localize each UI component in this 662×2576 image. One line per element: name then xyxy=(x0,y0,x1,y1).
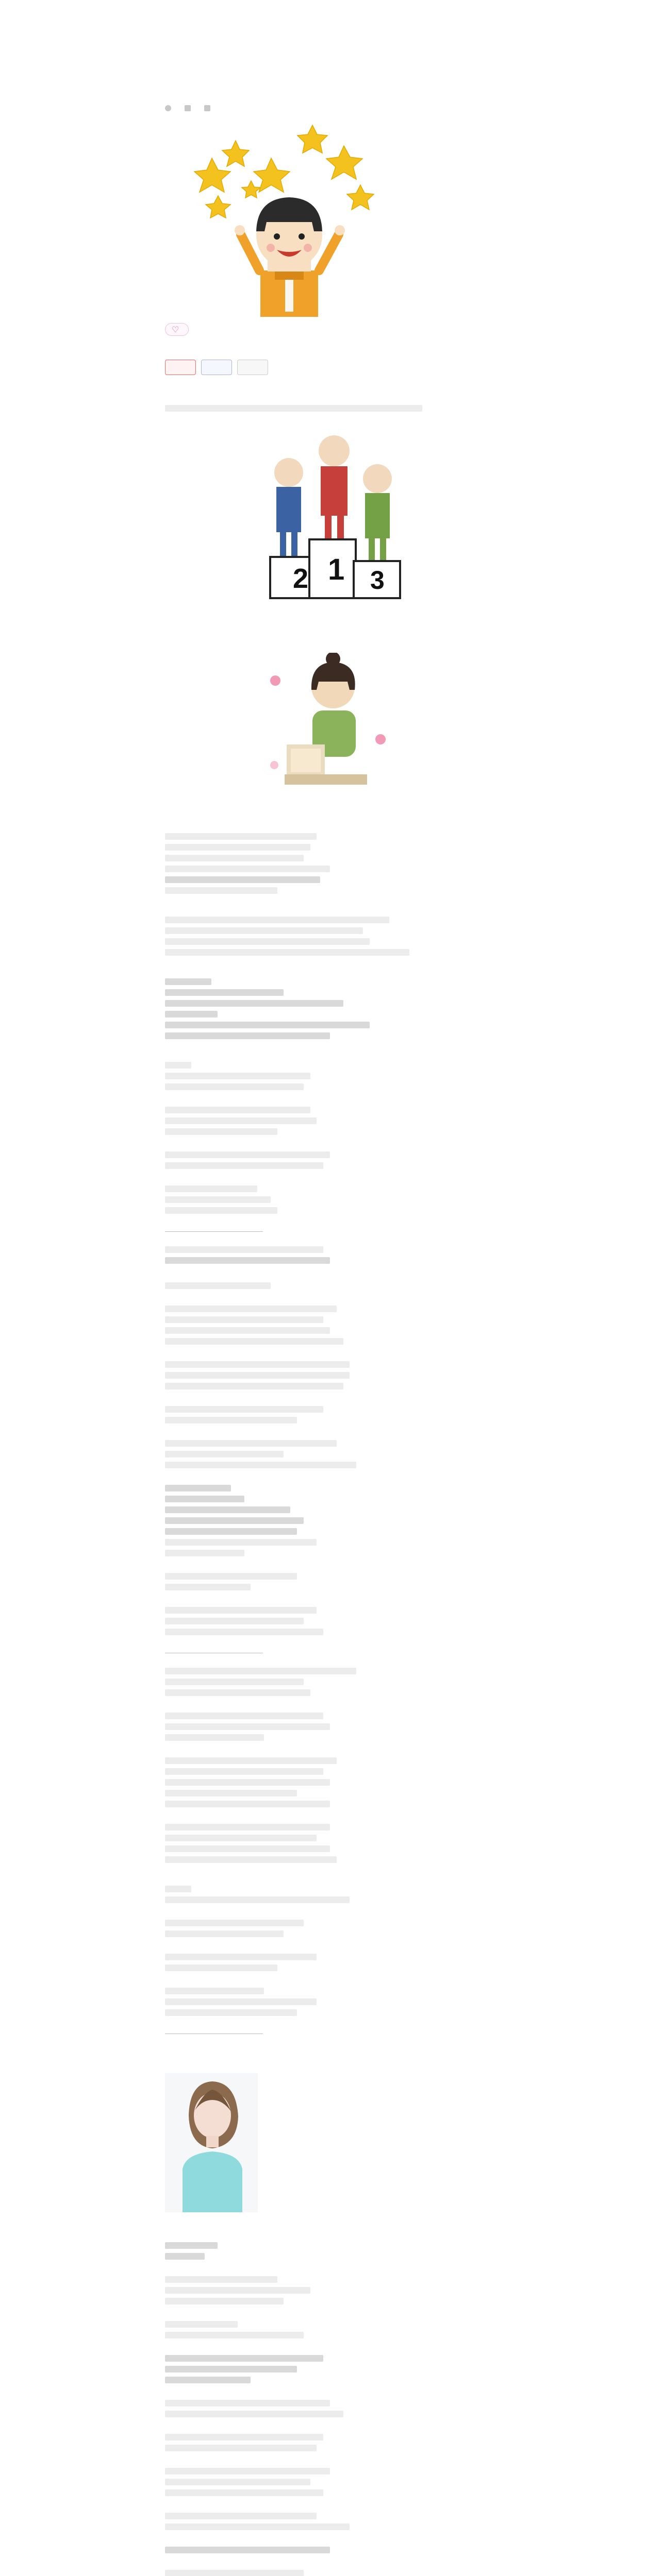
image-caption[interactable] xyxy=(165,800,495,807)
article-container xyxy=(165,77,495,2576)
ranking-link[interactable] xyxy=(165,633,495,642)
podium-illustration xyxy=(227,421,433,617)
intro-text xyxy=(165,405,495,412)
body-text-block xyxy=(165,2242,495,2576)
divider xyxy=(165,2033,263,2034)
subsection-heading xyxy=(165,814,495,823)
svg-text:2: 2 xyxy=(293,563,309,594)
svg-text:3: 3 xyxy=(370,566,385,595)
section-heading xyxy=(165,393,495,401)
calendar-icon xyxy=(204,105,210,111)
published-meta xyxy=(185,104,194,112)
person-caption xyxy=(165,2225,495,2233)
stars-illustration xyxy=(191,121,387,317)
tag-item[interactable] xyxy=(165,360,196,375)
person-photo xyxy=(165,2073,258,2212)
body-text-block xyxy=(165,1886,495,2016)
map-link[interactable] xyxy=(165,1872,495,1880)
tag-list xyxy=(165,360,495,375)
clock-icon xyxy=(185,105,191,111)
reading-woman-illustration xyxy=(253,653,407,797)
person-name xyxy=(165,2048,495,2058)
ranking-caption[interactable] xyxy=(165,620,495,627)
body-text-block xyxy=(165,1668,495,1863)
author-meta[interactable] xyxy=(165,104,174,112)
like-button[interactable] xyxy=(165,323,189,336)
tag-item[interactable] xyxy=(237,360,268,375)
heart-icon: ♡ xyxy=(172,325,179,334)
updated-meta xyxy=(204,104,213,112)
article-title xyxy=(165,77,495,96)
user-icon xyxy=(165,105,171,111)
divider xyxy=(165,1231,263,1232)
body-text-block xyxy=(165,833,495,1214)
top-link[interactable] xyxy=(165,1269,495,1277)
article-meta xyxy=(165,104,495,112)
body-text-block xyxy=(165,1246,495,1635)
tag-item[interactable] xyxy=(201,360,232,375)
svg-text:1: 1 xyxy=(328,553,345,586)
